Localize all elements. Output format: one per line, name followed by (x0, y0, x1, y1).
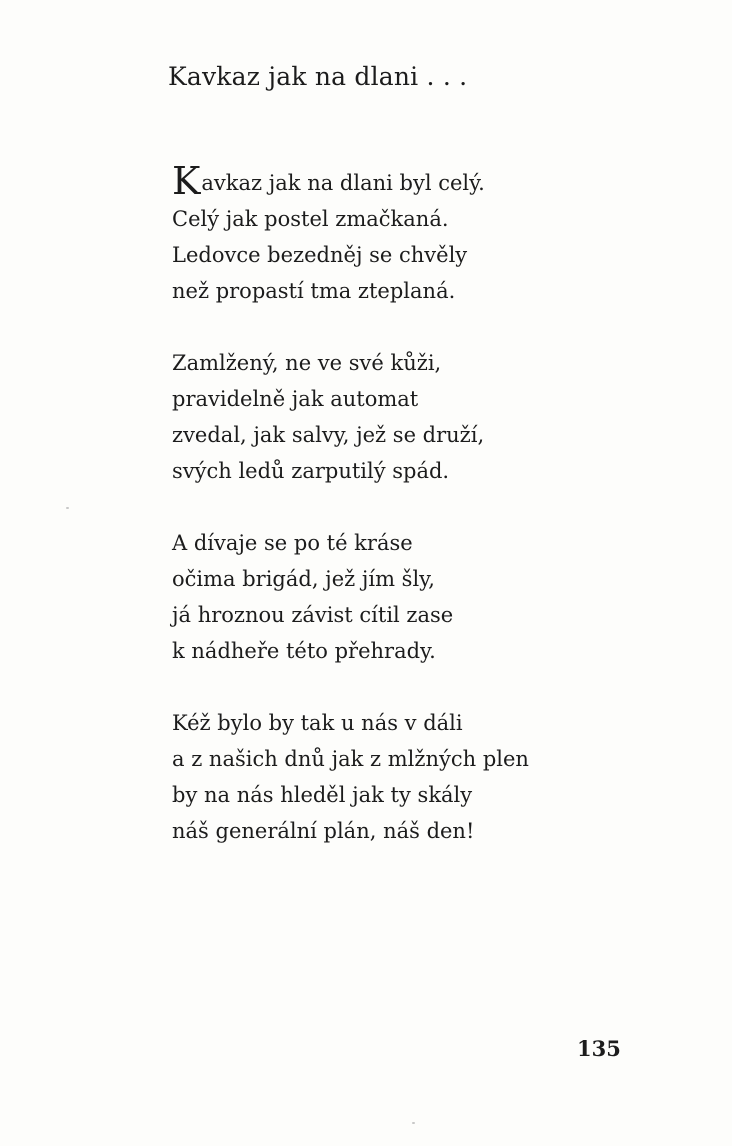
poem-line: a z našich dnů jak z mlžných plen (172, 747, 529, 771)
poem-line: zvedal, jak salvy, jež se druží, (172, 423, 485, 447)
poem-line: pravidelně jak automat (172, 387, 419, 411)
poem-line: Kéž bylo by tak u nás v dáli (172, 711, 463, 735)
poem-line-text: avkaz jak na dlani byl celý. (201, 171, 485, 195)
poem-line: Ledovce bezedněj se chvěly (172, 243, 468, 267)
poem-line: svých ledů zarputilý spád. (172, 459, 450, 483)
poem-line: než propastí tma zteplaná. (172, 279, 456, 303)
poem-line: náš generální plán, náš den! (172, 819, 475, 843)
drop-cap: K (172, 159, 201, 203)
poem-title: Kavkaz jak na dlani . . . (168, 62, 468, 91)
poem-line: očima brigád, jež jím šly, (172, 567, 435, 591)
stanza-1 (172, 159, 692, 309)
poem-line: by na nás hleděl jak ty skály (172, 783, 473, 807)
stanza-2 (172, 345, 692, 489)
poem-body (172, 159, 692, 885)
poem-line: k nádheře této přehrady. (172, 639, 436, 663)
paper-speck (66, 507, 69, 509)
paper-speck (412, 1122, 415, 1124)
stanza-3 (172, 525, 692, 669)
poem-line (172, 159, 692, 203)
stanza-4 (172, 705, 692, 849)
poem-line: Celý jak postel zmačkaná. (172, 207, 449, 231)
poem-line: já hroznou závist cítil zase (172, 603, 454, 627)
poem-line: A dívaje se po té kráse (172, 531, 413, 555)
poem-line: Zamlžený, ne ve své kůži, (172, 351, 442, 375)
page-number: 135 (577, 1036, 621, 1061)
